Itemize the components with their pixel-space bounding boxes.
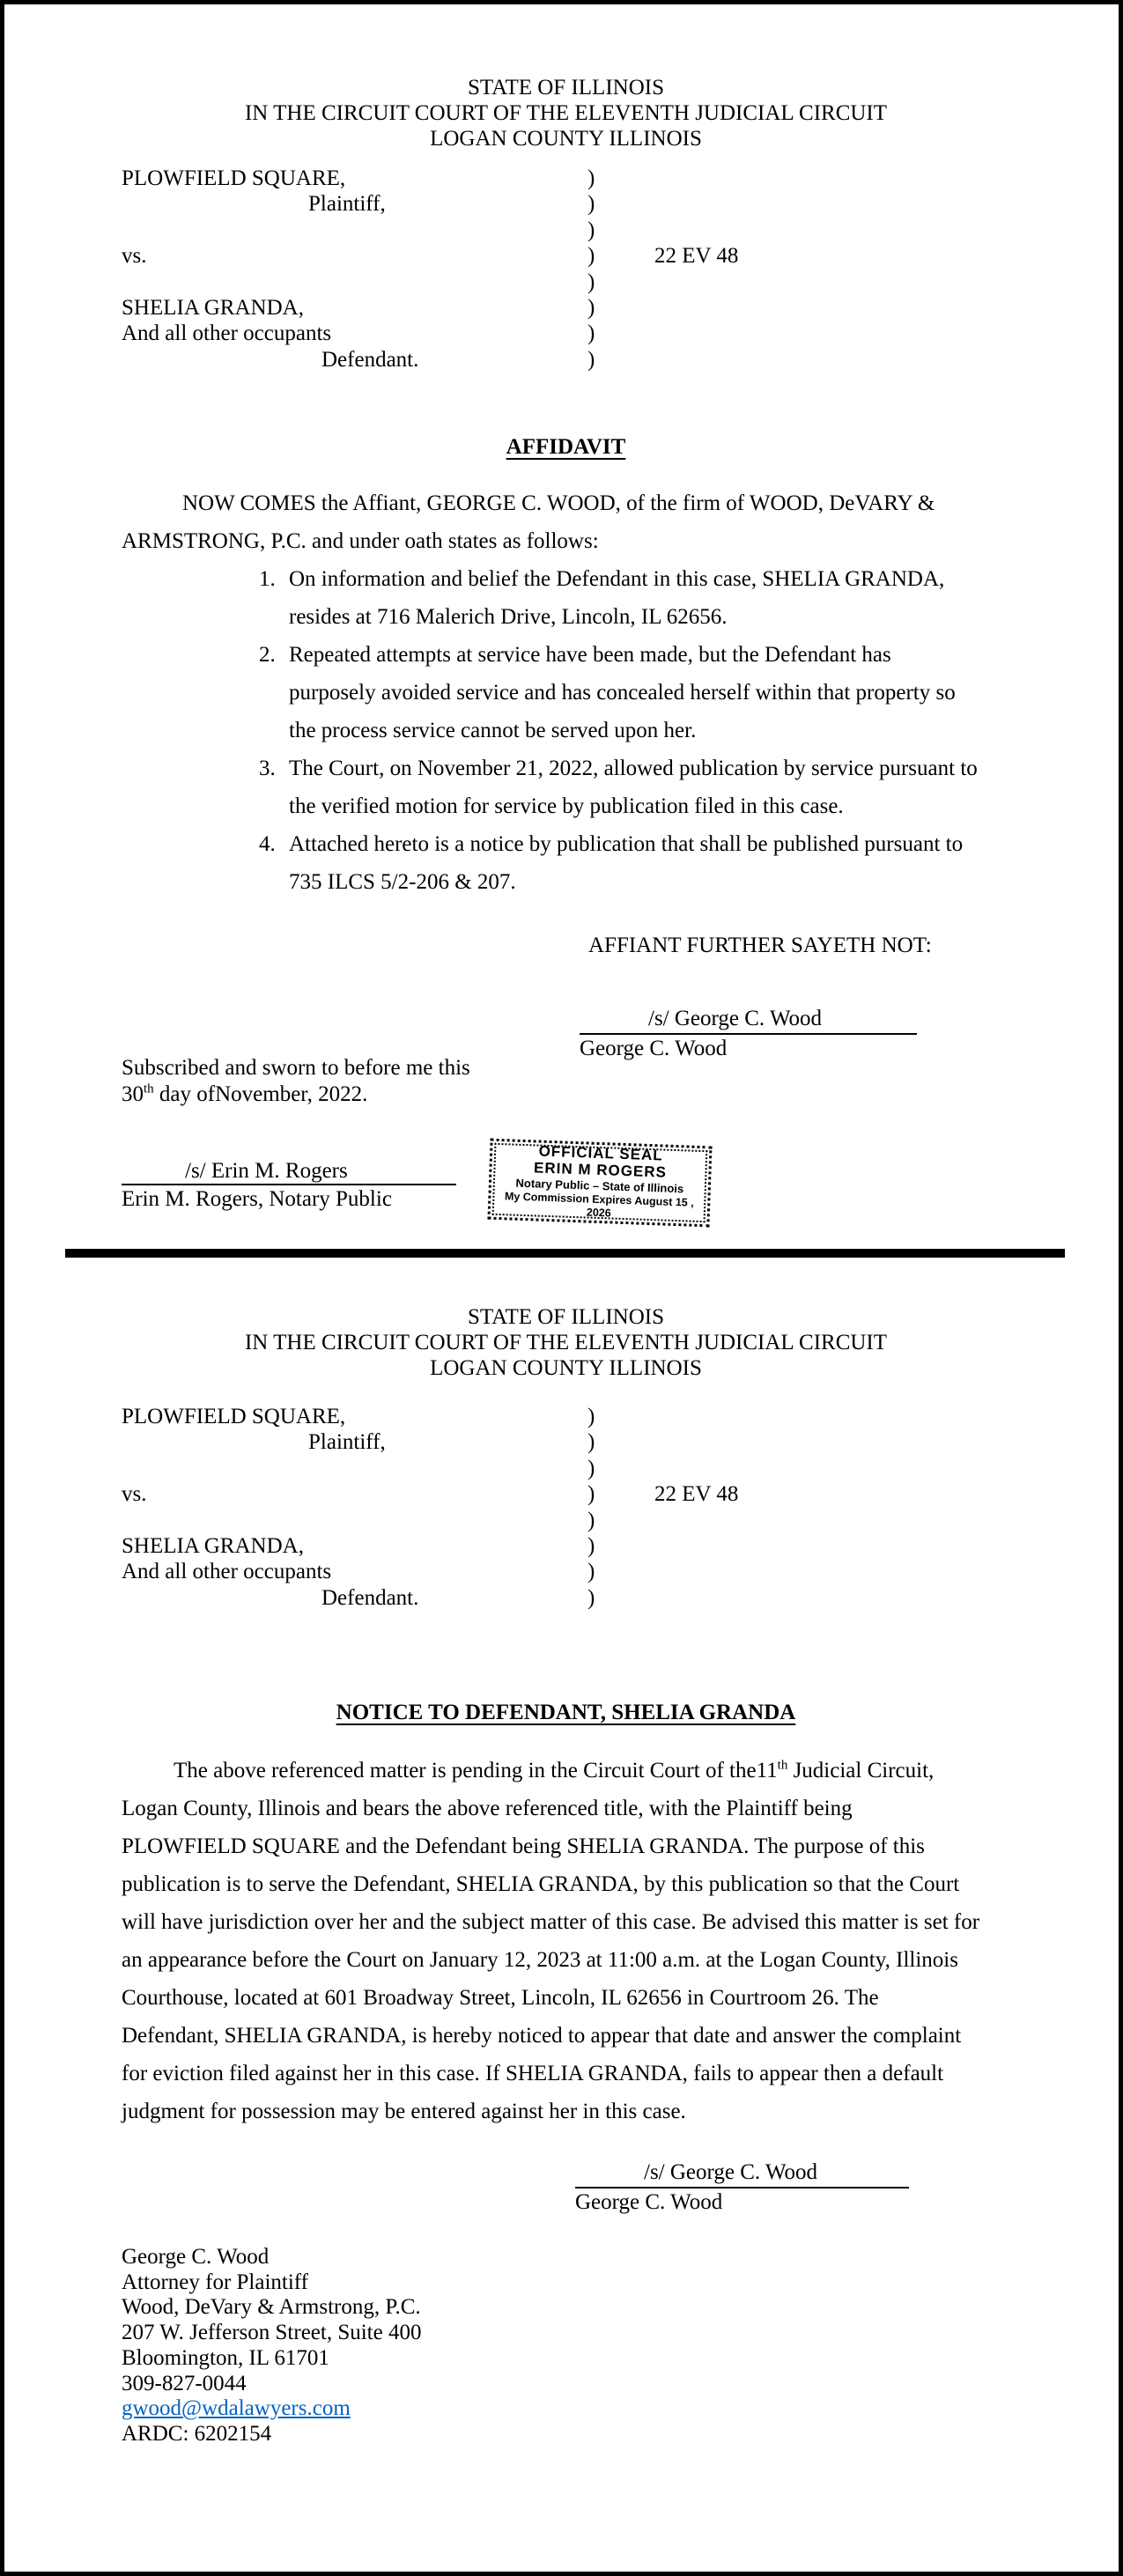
list-item: 2. Repeated attempts at service have been made, but the Defendant has purposely avoided service and has concealed herself within that property so the process service cannot be served upon her.	[122, 636, 1011, 749]
defendant-name: SHELIA GRANDA,	[122, 1533, 304, 1558]
caption-row	[122, 166, 1011, 192]
notice-body	[122, 1752, 1011, 2130]
court-header-page1	[122, 75, 1010, 151]
plaintiff-name: PLOWFIELD SQUARE,	[122, 1405, 346, 1428]
caption-row	[122, 270, 1011, 296]
notice-line: publication is to serve the Defendant, SHELIA GRANDA, by this publication so that the Court	[122, 1872, 960, 1896]
caption-paren: )	[587, 269, 595, 294]
affidavit-title: AFFIDAVIT	[506, 435, 626, 459]
attorney-email-link[interactable]: gwood@wdalawyers.com	[122, 2396, 351, 2421]
defendant-role: Defendant.	[321, 1585, 419, 1610]
caption-row	[122, 1405, 1011, 1430]
caption-paren: )	[587, 1533, 595, 1558]
sworn-line: 30th day ofNovember, 2022.	[122, 1081, 368, 1106]
list-item: 3. The Court, on November 21, 2022, allowed publication by service pursuant to the verified motion for service by publication filed in this case.	[122, 749, 1011, 825]
page-divider-bar	[65, 1249, 1065, 1258]
sworn-line: Subscribed and sworn to before me this	[122, 1056, 470, 1080]
notice-title: NOTICE TO DEFENDANT, SHELIA GRANDA	[336, 1701, 796, 1724]
list-item: 1. On information and belief the Defendant in this case, SHELIA GRANDA, resides at 716 Malerich Drive, Lincoln, IL 62656.	[122, 560, 1011, 636]
caption-row	[122, 1509, 1011, 1534]
notice-line: The above referenced matter is pending in the Circuit Court of the11th Judicial Circuit,	[174, 1758, 935, 1783]
notary-signature-block	[122, 1159, 456, 1212]
caption-row	[122, 1586, 1011, 1612]
caption-paren: )	[587, 1430, 595, 1455]
item-number: 4.	[259, 832, 276, 856]
caption-row	[122, 218, 1011, 244]
defendant-role: Defendant.	[321, 347, 419, 372]
notice-line: will have jurisdiction over her and the subject matter of this case. Be advised this matter is set for	[122, 1910, 980, 1934]
notary-printed-name: Erin M. Rogers, Notary Public	[122, 1187, 392, 1211]
affiant-further-sayeth: AFFIANT FURTHER SAYETH NOT:	[588, 934, 932, 957]
notice-line: PLOWFIELD SQUARE and the Defendant being SHELIA GRANDA. The purpose of this	[122, 1834, 925, 1858]
affidavit-intro	[122, 484, 1011, 560]
attorney-contact-block	[122, 2245, 421, 2447]
caption-paren: )	[587, 166, 595, 190]
affidavit-numbered-list	[122, 560, 1011, 901]
header-county-line: LOGAN COUNTY ILLINOIS	[430, 1356, 702, 1380]
caption-paren: )	[587, 1482, 595, 1507]
stamp-official-seal: OFFICIAL SEAL	[538, 1142, 664, 1164]
caption-row	[122, 348, 1011, 373]
ardc-number: ARDC: 6202154	[122, 2421, 272, 2446]
notice-signature-block	[575, 2160, 909, 2215]
caption-paren: )	[587, 1508, 595, 1532]
defendant-extra: And all other occupants	[122, 321, 332, 346]
plaintiff-role: Plaintiff,	[308, 192, 386, 217]
signature-line: /s/ George C. Wood	[580, 1007, 917, 1035]
caption-paren: )	[587, 1560, 595, 1584]
item-number: 3.	[259, 757, 276, 780]
notice-line: an appearance before the Court on January 12, 2023 at 11:00 a.m. at the Logan County, Illinois	[122, 1948, 958, 1972]
signature-line: /s/ Erin M. Rogers	[122, 1159, 456, 1185]
header-court-line: IN THE CIRCUIT COURT OF THE ELEVENTH JUDICIAL CIRCUIT	[244, 101, 888, 125]
stamp-notary-title: Notary Public – State of Illinois	[515, 1176, 684, 1196]
stamp-notary-name: ERIN M ROGERS	[533, 1159, 668, 1181]
attorney-name: George C. Wood	[122, 2245, 270, 2269]
firm-phone: 309-827-0044	[122, 2371, 247, 2395]
item-number: 1.	[259, 567, 276, 591]
header-state-line: STATE OF ILLINOIS	[468, 1305, 664, 1329]
notice-line: Defendant, SHELIA GRANDA, is hereby noticed to appear that date and answer the complaint	[122, 2024, 962, 2048]
caption-row	[122, 296, 1011, 321]
header-county-line: LOGAN COUNTY ILLINOIS	[430, 127, 702, 151]
header-state-line: STATE OF ILLINOIS	[468, 76, 664, 100]
caption-row	[122, 321, 1011, 347]
notary-seal-stamp	[487, 1139, 712, 1228]
firm-city: Bloomington, IL 61701	[122, 2345, 329, 2370]
caption-row	[122, 244, 1011, 269]
caption-row	[122, 1534, 1011, 1560]
caption-paren: )	[587, 321, 595, 346]
court-header-page2	[122, 1304, 1010, 1381]
stamp-commission-expiry: My Commission Expires August 15 , 2026	[504, 1190, 694, 1220]
caption-row	[122, 1430, 1011, 1456]
sworn-statement	[122, 1055, 470, 1108]
attorney-role: Attorney for Plaintiff	[122, 2270, 308, 2294]
caption-row	[122, 192, 1011, 218]
caption-paren: )	[587, 1585, 595, 1610]
caption-paren: )	[587, 1405, 595, 1428]
defendant-name: SHELIA GRANDA,	[122, 295, 304, 320]
superscript-th: th	[144, 1081, 154, 1096]
intro-line: ARMSTRONG, P.C. and under oath states as follows:	[122, 529, 599, 553]
firm-name: Wood, DeVary & Armstrong, P.C.	[122, 2295, 421, 2320]
vs-label: vs.	[122, 1482, 147, 1507]
plaintiff-name: PLOWFIELD SQUARE,	[122, 166, 346, 190]
affiant-signature-block	[580, 1007, 917, 1061]
caption-paren: )	[587, 347, 595, 372]
notice-line: Courthouse, located at 601 Broadway Street, Lincoln, IL 62656 in Courtroom 26. The	[122, 1986, 879, 2010]
signature-printed-name: George C. Wood	[575, 2190, 723, 2214]
caption-paren: )	[587, 218, 595, 242]
case-caption-page2	[122, 1405, 1011, 1612]
caption-row	[122, 1457, 1011, 1482]
caption-paren: )	[587, 244, 595, 269]
signature-line: /s/ George C. Wood	[575, 2160, 909, 2188]
caption-row	[122, 1482, 1011, 1508]
vs-label: vs.	[122, 244, 147, 269]
case-caption-page1	[122, 166, 1011, 373]
notary-seal-border	[492, 1143, 708, 1222]
firm-street: 207 W. Jefferson Street, Suite 400	[122, 2321, 422, 2345]
caption-paren: )	[587, 192, 595, 217]
case-number: 22 EV 48	[654, 1482, 739, 1507]
intro-line: NOW COMES the Affiant, GEORGE C. WOOD, of the firm of WOOD, DeVARY &	[182, 491, 935, 515]
item-number: 2.	[259, 643, 276, 667]
notice-line: for eviction filed against her in this case. If SHELIA GRANDA, fails to appear then a default	[122, 2062, 944, 2085]
superscript-th: th	[777, 1758, 788, 1773]
caption-paren: )	[587, 295, 595, 320]
defendant-extra: And all other occupants	[122, 1560, 332, 1584]
list-item: 4. Attached hereto is a notice by publication that shall be published pursuant to 735 ILCS 5/2-206 & 207.	[122, 825, 1011, 901]
plaintiff-role: Plaintiff,	[308, 1430, 386, 1455]
signature-printed-name: George C. Wood	[580, 1037, 728, 1060]
notice-line: judgment for possession may be entered against her in this case.	[122, 2100, 686, 2123]
case-number: 22 EV 48	[654, 244, 739, 269]
caption-paren: )	[587, 1456, 595, 1480]
caption-row	[122, 1560, 1011, 1585]
header-court-line: IN THE CIRCUIT COURT OF THE ELEVENTH JUDICIAL CIRCUIT	[244, 1331, 888, 1354]
notice-line: Logan County, Illinois and bears the above referenced title, with the Plaintiff being	[122, 1797, 853, 1820]
